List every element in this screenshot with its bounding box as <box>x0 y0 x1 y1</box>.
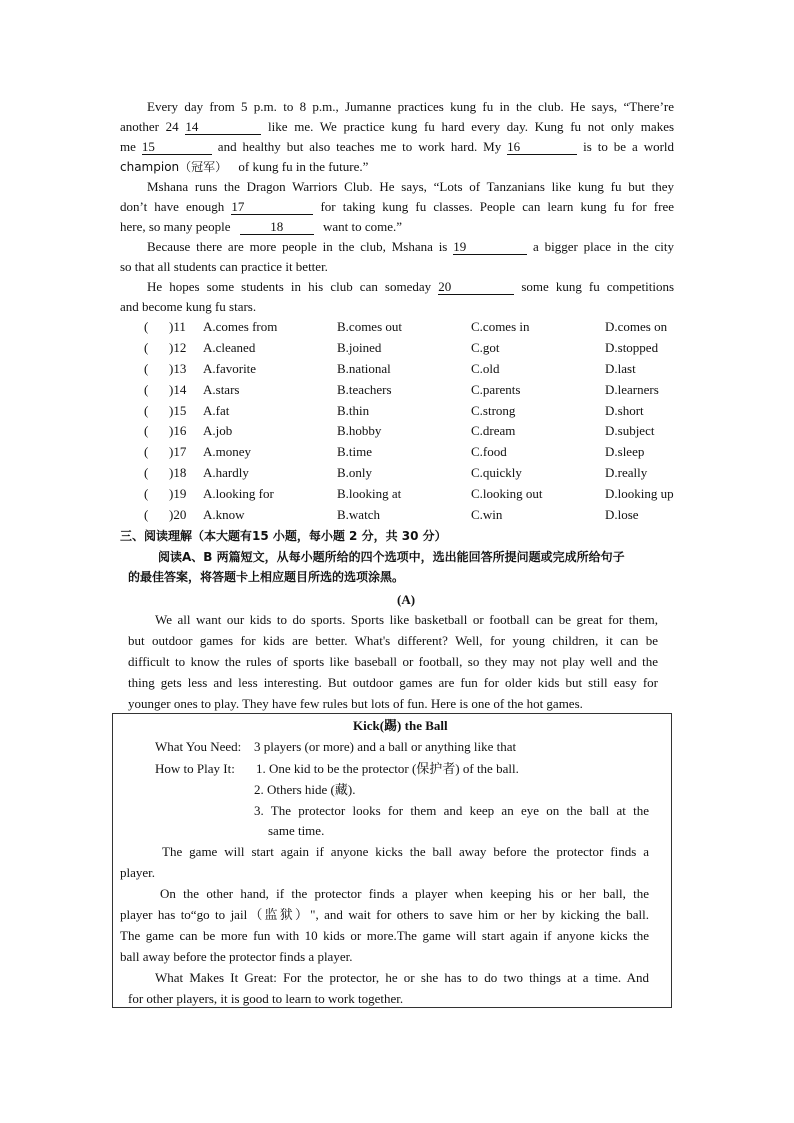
option-c[interactable]: C.comes in <box>471 319 530 334</box>
passage-text: don’t have enough <box>120 199 225 214</box>
question-number <box>169 380 186 400</box>
option-c[interactable]: C.parents <box>471 382 521 397</box>
option-c[interactable]: C.quickly <box>471 465 522 480</box>
blank-20: 20 <box>438 279 514 295</box>
box-need-label: What You Need: <box>155 739 242 754</box>
answer-paren-close: ) <box>169 340 174 355</box>
passage-text: He hopes some students in his club can someday <box>147 279 432 294</box>
answer-paren-open[interactable]: ( <box>144 403 149 418</box>
option-d[interactable]: D.stopped <box>605 340 659 355</box>
passage-line: and become kung fu stars. <box>120 299 257 314</box>
option-b[interactable]: B.time <box>337 444 373 459</box>
box-step: 2. Others hide (藏). <box>254 782 356 797</box>
option-d[interactable]: D.comes on <box>605 319 668 334</box>
blank-16: 16 <box>507 139 577 155</box>
option-c[interactable]: C.win <box>471 507 503 522</box>
question-num: 14 <box>173 382 187 397</box>
passage-text: like me. We practice kung fu hard every day. Kung fu not only makes <box>268 119 675 134</box>
box-step: 3. The protector looks for them and keep an eye on the ball at the <box>254 803 649 818</box>
blank-15: 15 <box>142 139 212 155</box>
blank-19: 19 <box>453 239 527 255</box>
blank-17: 17 <box>231 199 313 215</box>
box-text: The game will start again if anyone kicks the ball away before the protector finds a <box>162 844 649 859</box>
box-text: ball away before the protector finds a player. <box>120 949 353 964</box>
option-d[interactable]: D.really <box>605 465 648 480</box>
option-a[interactable]: A.hardly <box>203 465 249 480</box>
option-d[interactable]: D.lose <box>605 507 639 522</box>
passage-line <box>120 197 674 217</box>
question-number <box>169 401 186 421</box>
passage-line <box>120 217 402 237</box>
question-number <box>169 484 186 504</box>
answer-paren-open[interactable]: ( <box>144 465 149 480</box>
option-a[interactable]: A.cleaned <box>203 340 256 355</box>
passage-line: so that all students can practice it better. <box>120 259 328 274</box>
reading-line: difficult to know the rules of sports like baseball or football, so they may not play well and the <box>128 654 658 669</box>
answer-paren-open[interactable]: ( <box>144 423 149 438</box>
answer-paren-close: ) <box>169 403 174 418</box>
answer-paren-open[interactable]: ( <box>144 444 149 459</box>
reading-line: younger ones to play. They have few rules but lots of fun. Here is one of the hot games. <box>128 696 583 711</box>
passage-text: some kung fu competitions <box>521 279 675 294</box>
question-num: 19 <box>173 486 187 501</box>
question-num: 16 <box>173 423 187 438</box>
option-b[interactable]: B.watch <box>337 507 380 522</box>
option-a[interactable]: A.job <box>203 423 233 438</box>
option-d[interactable]: D.short <box>605 403 644 418</box>
answer-paren-open[interactable]: ( <box>144 361 149 376</box>
box-text: The game can be more fun with 10 kids or more.The game will start again if anyone kicks the <box>120 928 649 943</box>
reading-line: We all want our kids to do sports. Sports like basketball or football can be great for them, <box>155 612 658 627</box>
answer-paren-close: ) <box>169 319 174 334</box>
option-c[interactable]: C.got <box>471 340 500 355</box>
passage-text: a bigger place in the city <box>533 239 675 254</box>
option-b[interactable]: B.hobby <box>337 423 382 438</box>
question-number <box>169 359 186 379</box>
option-b[interactable]: B.joined <box>337 340 382 355</box>
option-b[interactable]: B.only <box>337 465 373 480</box>
section-instructions: 阅读A、B 两篇短文，从每小题所给的四个选项中，选出能回答所提问题或完成所给句子 <box>158 550 625 564</box>
box-title-text: Kick(踢) the Ball <box>353 718 448 733</box>
question-number <box>169 463 186 483</box>
passage-text: is to be a world <box>583 139 675 154</box>
box-how-label: How to Play It: <box>155 761 235 776</box>
question-num: 15 <box>173 403 187 418</box>
answer-paren-open[interactable]: ( <box>144 507 149 522</box>
option-c[interactable]: C.looking out <box>471 486 543 501</box>
box-text: What Makes It Great: For the protector, he or she has to do two things at a time. And <box>155 970 649 985</box>
question-number <box>169 317 186 337</box>
question-num: 20 <box>173 507 187 522</box>
option-b[interactable]: B.national <box>337 361 391 376</box>
answer-paren-open[interactable]: ( <box>144 382 149 397</box>
question-num: 18 <box>173 465 187 480</box>
answer-paren-close: ) <box>169 486 174 501</box>
option-b[interactable]: B.teachers <box>337 382 392 397</box>
answer-paren-close: ) <box>169 382 174 397</box>
blank-14: 14 <box>185 119 261 135</box>
passage-line <box>120 117 674 137</box>
passage-text: and healthy but also teaches me to work hard. My <box>217 139 502 154</box>
passage-text: here, so many people <box>120 219 231 234</box>
passage-text: another 24 <box>120 119 179 134</box>
answer-paren-close: ) <box>169 444 174 459</box>
passage-line <box>147 237 674 257</box>
reading-line: but outdoor games for kids are better. What's different? Well, for young children, it can be <box>128 633 658 648</box>
question-num: 11 <box>173 319 186 334</box>
option-d[interactable]: D.subject <box>605 423 655 438</box>
reading-line: thing gets less and less interesting. But outdoor games are fun for older kids but still easy for <box>128 675 658 690</box>
passage-line <box>120 157 368 177</box>
passage-text: Because there are more people in the club, Mshana is <box>147 239 448 254</box>
answer-paren-close: ) <box>169 361 174 376</box>
option-d[interactable]: D.sleep <box>605 444 645 459</box>
blank-18: 18 <box>240 219 314 235</box>
answer-paren-close: ) <box>169 465 174 480</box>
box-text: player has to“go to jail（监狱）", and wait for others to save him or her by kicking the ball. <box>120 907 649 922</box>
box-step: same time. <box>268 823 325 838</box>
option-c[interactable]: C.old <box>471 361 500 376</box>
option-c[interactable]: C.strong <box>471 403 516 418</box>
question-num: 17 <box>173 444 187 459</box>
box-text: for other players, it is good to learn to work together. <box>128 991 404 1006</box>
box-need-text: 3 players (or more) and a ball or anything like that <box>254 739 517 754</box>
option-a[interactable]: A.know <box>203 507 245 522</box>
option-a[interactable]: A.looking for <box>203 486 274 501</box>
passage-text: of kung fu in the future.” <box>238 159 369 174</box>
option-d[interactable]: D.looking up <box>605 486 674 501</box>
passage-label: (A) <box>397 592 416 607</box>
option-c[interactable]: C.food <box>471 444 507 459</box>
option-a[interactable]: A.money <box>203 444 252 459</box>
question-num: 13 <box>173 361 187 376</box>
passage-text: want to come.” <box>322 219 403 234</box>
question-number <box>169 338 186 358</box>
section-instructions: 的最佳答案，将答题卡上相应题目所选的选项涂黑。 <box>128 570 405 584</box>
option-a[interactable]: A.fat <box>203 403 230 418</box>
answer-paren-open[interactable]: ( <box>144 486 149 501</box>
option-b[interactable]: B.looking at <box>337 486 402 501</box>
passage-line <box>120 137 674 157</box>
option-a[interactable]: A.favorite <box>203 361 257 376</box>
question-number <box>169 442 186 462</box>
option-b[interactable]: B.comes out <box>337 319 402 334</box>
box-title <box>353 716 448 736</box>
passage-line: Mshana runs the Dragon Warriors Club. He says, “Lots of Tanzanians like kung fu but they <box>147 179 674 194</box>
passage-text: for taking kung fu classes. People can learn kung fu for free <box>320 199 675 214</box>
box-text: On the other hand, if the protector finds a player when keeping his or her ball, the <box>160 886 649 901</box>
question-num: 12 <box>173 340 187 355</box>
passage-line: Every day from 5 p.m. to 8 p.m., Jumanne practices kung fu in the club. He says, “There’re <box>147 99 674 114</box>
answer-paren-close: ) <box>169 423 174 438</box>
option-a[interactable]: A.stars <box>203 382 240 397</box>
option-d[interactable]: D.last <box>605 361 636 376</box>
option-a[interactable]: A.comes from <box>203 319 278 334</box>
answer-paren-open[interactable]: ( <box>144 319 149 334</box>
question-number <box>169 505 186 525</box>
answer-paren-open[interactable]: ( <box>144 340 149 355</box>
option-d[interactable]: D.learners <box>605 382 659 397</box>
section-heading: 三、阅读理解（本大题有15 小题，每小题 2 分，共 30 分） <box>120 529 447 543</box>
answer-paren-close: ) <box>169 507 174 522</box>
option-c[interactable]: C.dream <box>471 423 516 438</box>
option-b[interactable]: B.thin <box>337 403 370 418</box>
question-number <box>169 421 186 441</box>
passage-line <box>147 277 674 297</box>
passage-text: me <box>120 139 136 154</box>
passage-text: champion（冠军） <box>120 160 228 174</box>
box-text: player. <box>120 865 156 880</box>
box-step: 1. One kid to be the protector (保护者) of the ball. <box>256 761 519 776</box>
